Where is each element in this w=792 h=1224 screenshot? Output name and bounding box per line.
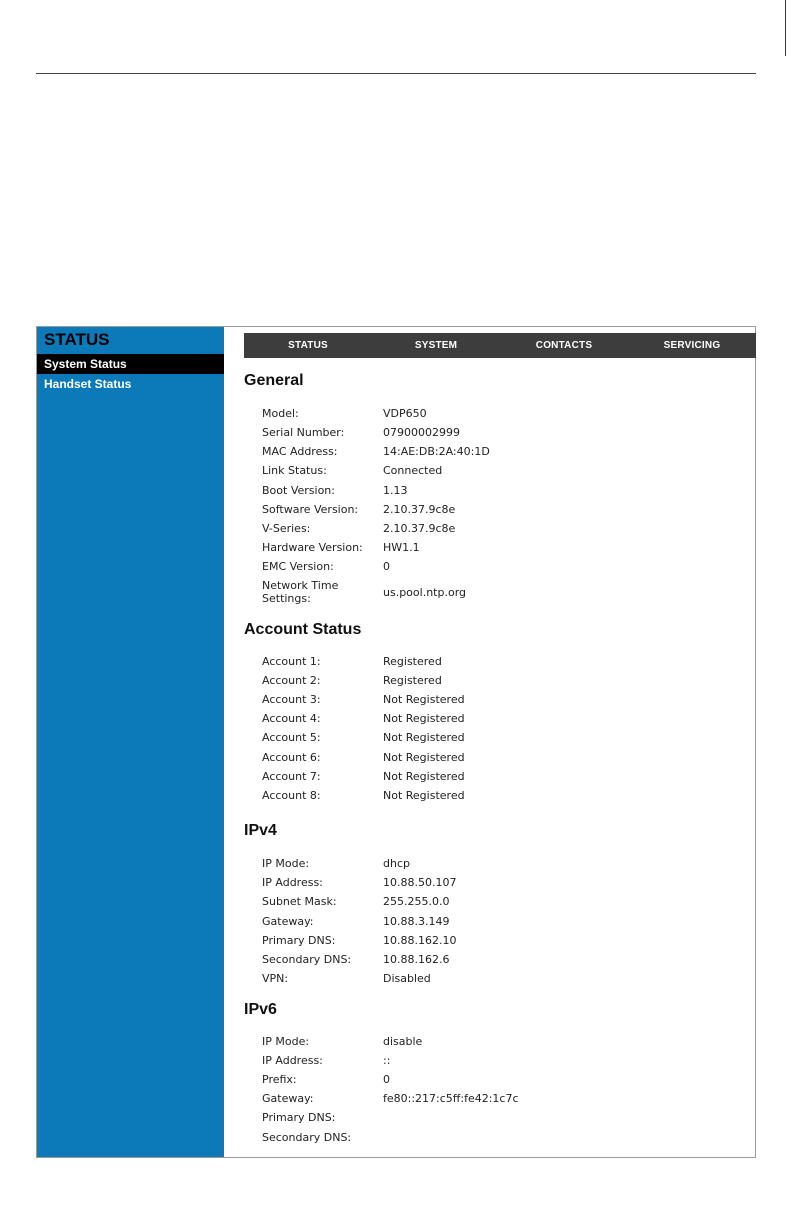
- row-label: Account 8:: [262, 789, 321, 802]
- row-label: Secondary DNS:: [262, 953, 352, 966]
- tab-status[interactable]: STATUS: [288, 340, 328, 351]
- row-value: Disabled: [383, 972, 431, 985]
- row-value: fe80::217:c5ff:fe42:1c7c: [383, 1092, 519, 1105]
- row-label: Link Status:: [262, 464, 327, 477]
- row-label: Account 7:: [262, 770, 321, 783]
- row-value: 10.88.3.149: [383, 915, 450, 928]
- row-value: Not Registered: [383, 693, 465, 706]
- row-value: ::: [383, 1054, 391, 1067]
- row-label: Primary DNS:: [262, 1111, 336, 1124]
- row-label: EMC Version:: [262, 560, 334, 573]
- row-value: VDP650: [383, 407, 427, 420]
- row-label: Gateway:: [262, 1092, 314, 1105]
- row-label: Account 4:: [262, 712, 321, 725]
- row-value: Connected: [383, 464, 443, 477]
- sidebar-item-handset-status[interactable]: Handset Status: [44, 377, 132, 391]
- row-value: Not Registered: [383, 731, 465, 744]
- row-value: 14:AE:DB:2A:40:1D: [383, 445, 490, 458]
- row-value: HW1.1: [383, 541, 420, 554]
- row-value: dhcp: [383, 857, 410, 870]
- row-value: 10.88.162.10: [383, 934, 457, 947]
- sidebar-title: STATUS: [44, 330, 110, 349]
- row-value: 10.88.50.107: [383, 876, 457, 889]
- sidebar-item-system-status[interactable]: System Status: [37, 354, 224, 374]
- row-label: Network Time Settings:: [262, 579, 339, 605]
- row-label: Prefix:: [262, 1073, 297, 1086]
- page-top-rule: [36, 73, 756, 74]
- section-heading-account-status: Account Status: [244, 621, 362, 638]
- row-value: 0: [383, 1073, 390, 1086]
- row-label: Account 5:: [262, 731, 321, 744]
- row-label: Serial Number:: [262, 426, 345, 439]
- row-value: Not Registered: [383, 789, 465, 802]
- row-label: Model:: [262, 407, 299, 420]
- row-value: 0: [383, 560, 390, 573]
- row-label: Subnet Mask:: [262, 895, 337, 908]
- tab-contacts[interactable]: CONTACTS: [535, 340, 593, 351]
- row-value: Not Registered: [383, 751, 465, 764]
- row-label: MAC Address:: [262, 445, 338, 458]
- row-label: Account 3:: [262, 693, 321, 706]
- row-label: Gateway:: [262, 915, 314, 928]
- row-value: us.pool.ntp.org: [383, 586, 466, 599]
- section-heading-ipv6: IPv6: [244, 1001, 277, 1018]
- row-value: 2.10.37.9c8e: [383, 522, 456, 535]
- row-label: Account 2:: [262, 674, 321, 687]
- row-label: Secondary DNS:: [262, 1131, 352, 1144]
- tab-servicing[interactable]: SERVICING: [663, 340, 721, 351]
- row-label: IP Address:: [262, 876, 323, 889]
- row-value: 10.88.162.6: [383, 953, 450, 966]
- sidebar: [37, 327, 224, 1157]
- row-value: Registered: [383, 655, 442, 668]
- section-heading-general: General: [244, 372, 304, 389]
- row-label: VPN:: [262, 972, 289, 985]
- row-value: 2.10.37.9c8e: [383, 503, 456, 516]
- page-edge-line: [785, 0, 786, 56]
- row-value: disable: [383, 1035, 423, 1048]
- row-label: Software Version:: [262, 503, 359, 516]
- row-label: IP Mode:: [262, 1035, 310, 1048]
- row-value: Not Registered: [383, 712, 465, 725]
- row-value: Not Registered: [383, 770, 465, 783]
- row-value: 07900002999: [383, 426, 460, 439]
- row-value: Registered: [383, 674, 442, 687]
- row-value: 1.13: [383, 484, 408, 497]
- row-label: V-Series:: [262, 522, 311, 535]
- row-label: Boot Version:: [262, 484, 335, 497]
- row-label: Hardware Version:: [262, 541, 363, 554]
- row-label: IP Mode:: [262, 857, 310, 870]
- web-ui-screenshot-frame: [36, 326, 756, 1158]
- section-heading-ipv4: IPv4: [244, 822, 277, 839]
- row-label: IP Address:: [262, 1054, 323, 1067]
- tab-system[interactable]: SYSTEM: [414, 340, 458, 351]
- row-label: Account 6:: [262, 751, 321, 764]
- row-value: 255.255.0.0: [383, 895, 450, 908]
- top-nav-bar: [244, 333, 756, 358]
- row-label: Account 1:: [262, 655, 321, 668]
- row-label: Primary DNS:: [262, 934, 336, 947]
